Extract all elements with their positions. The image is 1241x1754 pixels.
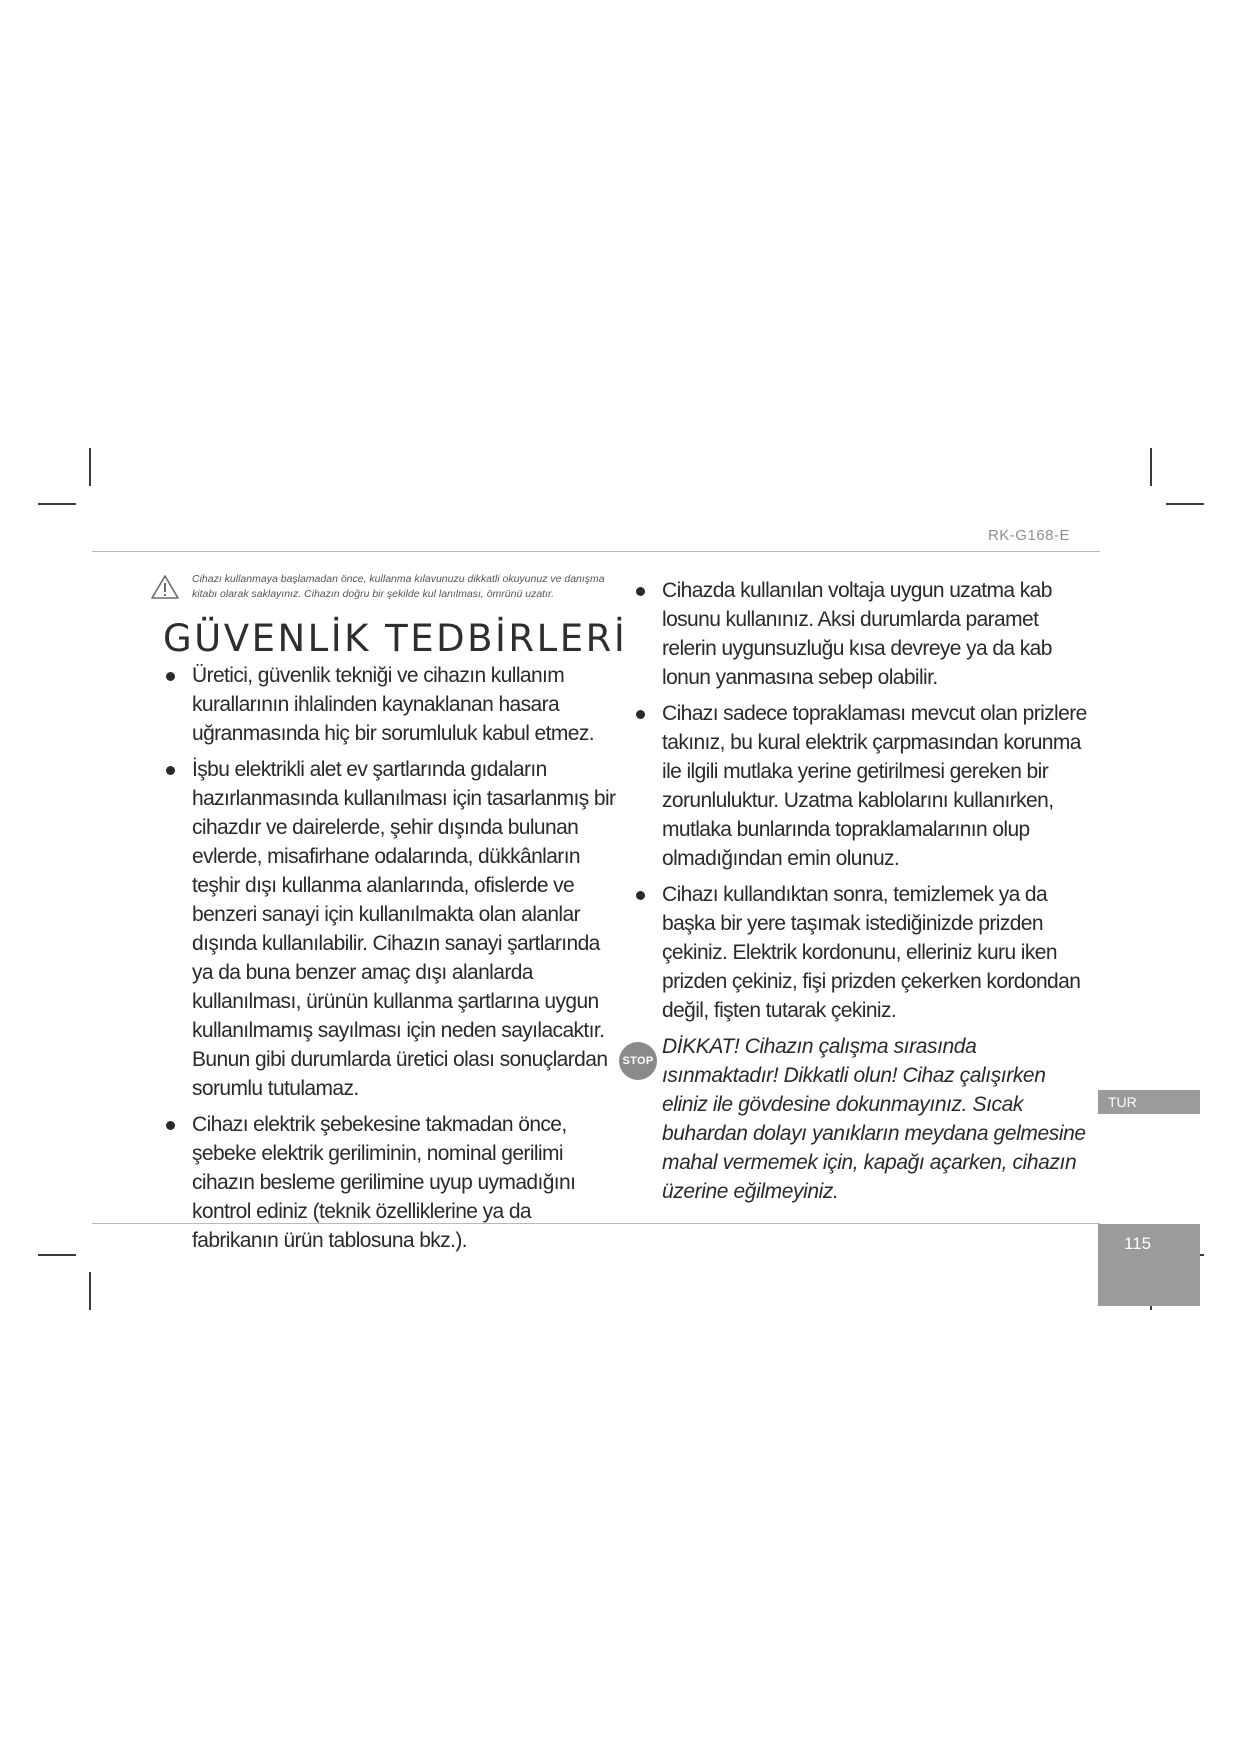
list-item-text: Üretici, güvenlik tekniği ve cihazın kullanım kurallarının ihlalinden kaynaklanan hasara uğranmasında hiç bir sorumluluk kabul etmez. (192, 664, 594, 745)
list-item-text: Cihazı kullandıktan sonra, temizlemek ya da başka bir yere taşımak istediğinizde prizden çekiniz. Elektrik kordonunu, elleriniz kuru iken prizden çekiniz, fişi prizden çekerken kordondan değil, fişten tutarak çekiniz. (662, 883, 1081, 1022)
header-rule (92, 551, 1100, 552)
bullet-dot-icon (166, 1121, 175, 1130)
bullet-dot-icon (636, 587, 645, 596)
bullet-list (160, 661, 620, 1255)
language-tab: TUR (1098, 1090, 1200, 1114)
list-item (630, 880, 1095, 1025)
crop-mark (38, 503, 76, 505)
model-number: RK-G168-E (987, 527, 1070, 544)
list-item (160, 1110, 620, 1255)
notice-text: Cihazı kullanmaya başlamadan önce, kullanma kılavunuzu dikkatli okuyunuz ve danışma kitabı olarak saklayınız. Cihazın doğru bir şekilde kul lanılması, ömrünü uzatır. (192, 573, 605, 600)
left-column (160, 661, 620, 1262)
list-item (160, 755, 620, 1103)
footer-rule (92, 1223, 1100, 1224)
bullet-dot-icon (166, 672, 175, 681)
bullet-dot-icon (636, 891, 645, 900)
list-item-text: Cihazda kullanılan voltaja uygun uzatma kab losunu kullanınız. Aksi durumlarda paramet relerin uygunsuzluğu kısa devreye ya da kab lonun yanmasına sebep olabilir. (662, 579, 1052, 689)
list-item-text: İşbu elektrikli alet ev şartlarında gıdaların hazırlanmasında kullanılması için tasarlanmış bir cihazdır ve dairelerde, şehir dışında bulunan evlerde, misafirhane odalarında, dükkânların teşhir dışı kullanma alanlarında, ofislerde ve benzeri sanayi için kullanılmakta olan alanlar dışında kullanılabilir. Cihazın sanayi şartlarında ya da buna benzer amaç dışı alanlarda kullanılması, ürünün kullanma şartlarına uygun kullanılmamış sayılması için neden sayılacaktır. Bunun gibi durumlarda üretici olası sonuçlardan sorumlu tutulamaz. (192, 758, 616, 1100)
stop-icon: STOP (619, 1042, 657, 1080)
bullet-dot-icon (166, 766, 175, 775)
page-title: GÜVENLİK TEDBİRLERİ (163, 617, 628, 660)
crop-mark (1150, 448, 1152, 486)
crop-mark (89, 1272, 91, 1310)
warning-block (622, 1032, 1095, 1206)
list-item-text: Cihazı elektrik şebekesine takmadan önce, şebeke elektrik geriliminin, nominal gerilimi cihazın besleme gerilimine uyup uymadığını kontrol ediniz (teknik özelliklerine ya da fabrikanın ürün tablosuna bkz.). (192, 1113, 576, 1252)
list-item (160, 661, 620, 748)
crop-mark (1166, 503, 1204, 505)
notice (150, 572, 620, 602)
bullet-list (630, 576, 1095, 1025)
list-item-text: Cihazı sadece topraklaması mevcut olan prizlere takınız, bu kural elektrik çarpmasından korunma ile ilgili mutlaka yerine getirilmesi gereken bir zorunluluktur. Uzatma kablolarını kullanırken, mutlaka bunlarında topraklamalarının olup olmadığından emin olunuz. (662, 702, 1087, 870)
crop-mark (38, 1254, 76, 1256)
bullet-dot-icon (636, 710, 645, 719)
list-item (630, 699, 1095, 873)
list-item (630, 576, 1095, 692)
warning-triangle-icon (150, 574, 180, 600)
page-number: 115 (1098, 1224, 1200, 1306)
right-column (622, 576, 1095, 1206)
warning-text: DİKKAT! Cihazın çalışma sırasında ısınmaktadır! Dikkatli olun! Cihaz çalışırken eliniz ile gövdesine dokunmayınız. Sıcak buhardan dolayı yanıkların meydana gelmesine mahal vermemek için, kapağı açarken, cihazın üzerine eğilmeyiniz. (662, 1035, 1086, 1203)
crop-mark (89, 448, 91, 486)
